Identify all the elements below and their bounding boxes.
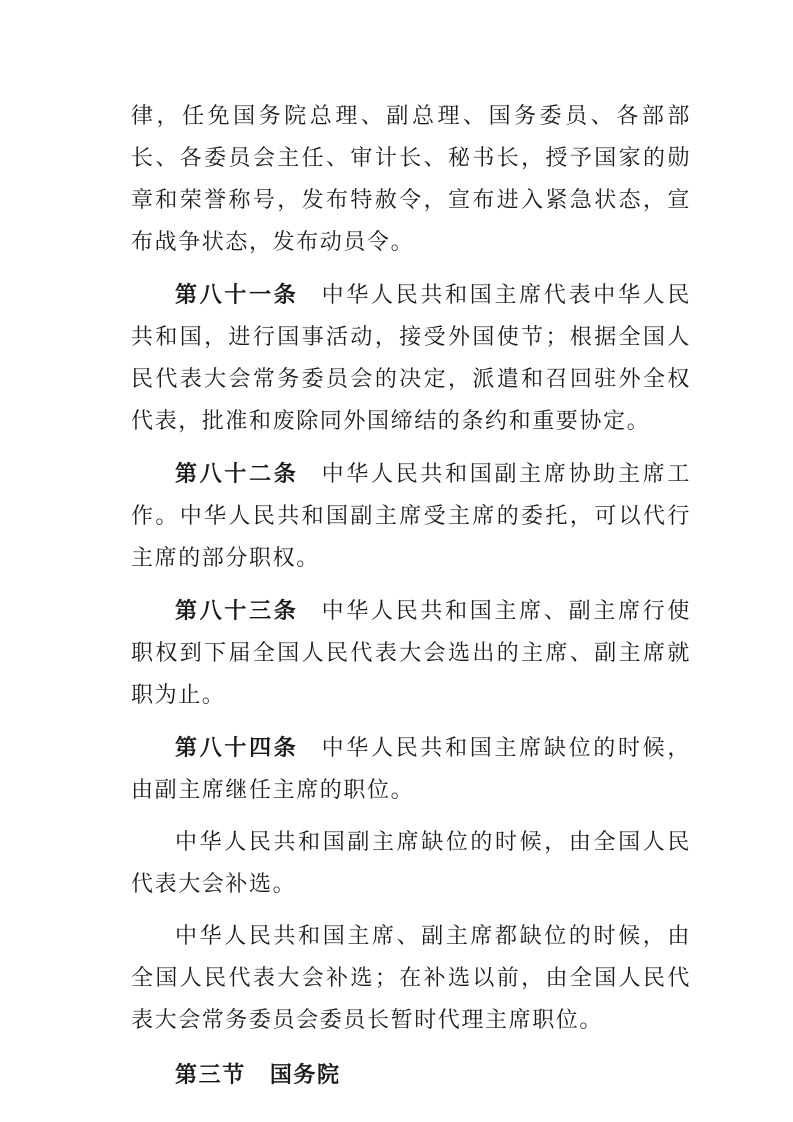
- article-82: [131, 453, 691, 580]
- article-81: [131, 274, 691, 443]
- section-heading: [131, 1054, 691, 1096]
- paragraph-continuation: 律，任免国务院总理、副总理、国务委员、各部部长、各委员会主任、审计长、秘书长，授予国家的勋章和荣誉称号，发布特赦令，宣布进入紧急状态，宣布战争状态，发布动员令。: [131, 104, 691, 255]
- article-81-heading: 第八十一条: [175, 282, 299, 308]
- article-83: [131, 590, 691, 717]
- article-84-heading: 第八十四条: [175, 735, 299, 761]
- article-84-paragraph-3: 中华人民共和国主席、副主席都缺位的时候，由全国人民代表大会补选；在补选以前，由全国人民代表大会常务委员会委员长暂时代理主席职位。: [131, 924, 691, 1033]
- document-body: [131, 96, 691, 1096]
- article-84-paragraph-2: 中华人民共和国副主席缺位的时候，由全国人民代表大会补选。: [131, 830, 691, 897]
- section-label: 第三节: [175, 1062, 246, 1088]
- article-84-text: 中华人民共和国主席缺位的时候，由副主席继任主席的职位。: [131, 736, 691, 803]
- article-83-text: 中华人民共和国主席、副主席行使职权到下届全国人民代表大会选出的主席、副主席就职为止。: [131, 599, 691, 708]
- article-82-text: 中华人民共和国副主席协助主席工作。中华人民共和国副主席受主席的委托，可以代行主席的部分职权。: [131, 462, 691, 571]
- article-83-heading: 第八十三条: [175, 598, 299, 624]
- article-84: [131, 727, 691, 812]
- article-82-heading: 第八十二条: [175, 461, 299, 487]
- section-title: 国务院: [269, 1062, 341, 1088]
- article-81-text: 中华人民共和国主席代表中华人民共和国，进行国事活动，接受外国使节；根据全国人民代表大会常务委员会的决定，派遣和召回驻外全权代表，批准和废除同外国缔结的条约和重要协定。: [131, 283, 691, 434]
